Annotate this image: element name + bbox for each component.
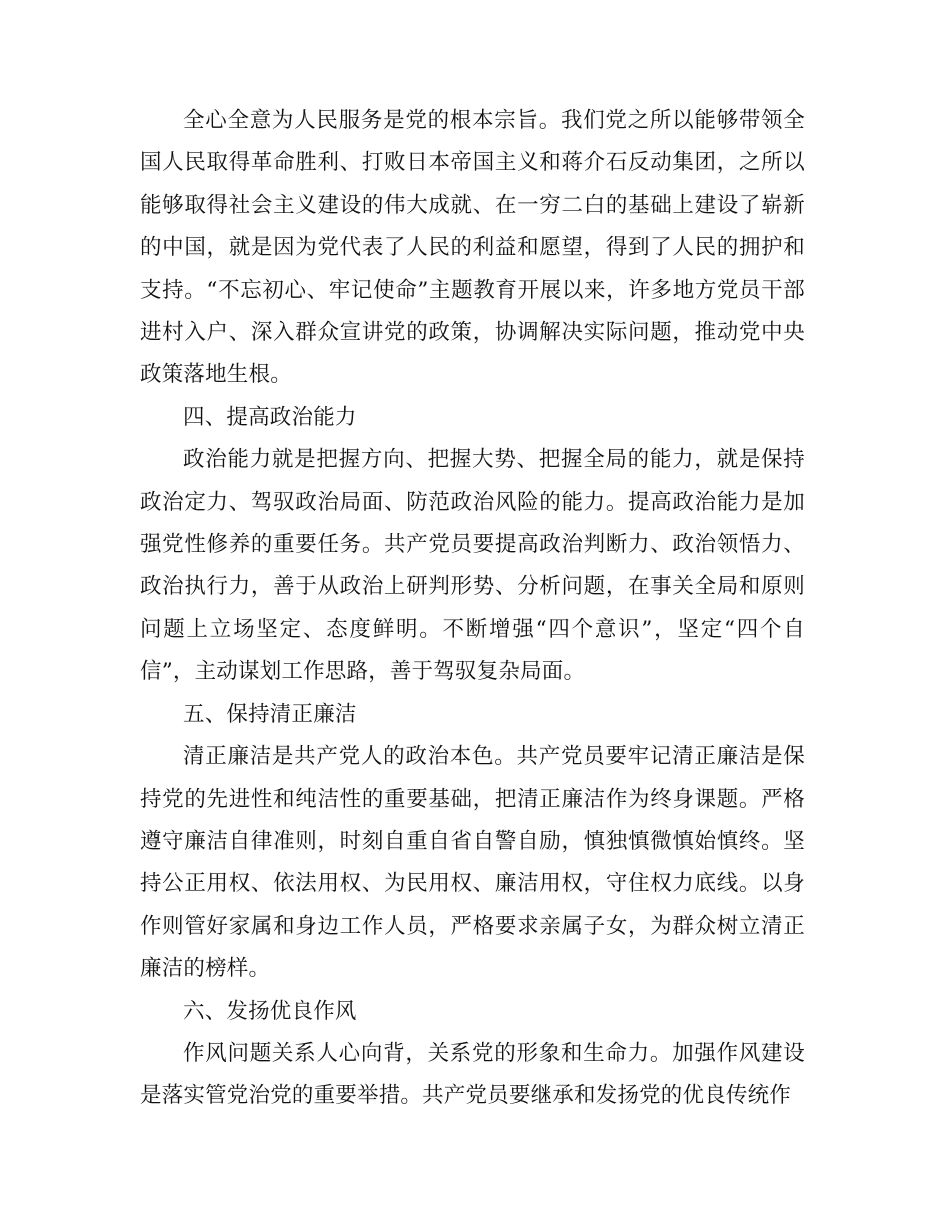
heading-work-style: 六、发扬优良作风 <box>183 998 357 1024</box>
heading-political-ability: 四、提高政治能力 <box>183 404 357 430</box>
paragraph-work-style: 作风问题关系人心向背，关系党的形象和生命力。加强作风建设是落实管党治党的重要举措。共产党员要继承和发扬党的优良传统作 <box>140 1040 805 1109</box>
paragraph-integrity: 清正廉洁是共产党人的政治本色。共产党员要牢记清正廉洁是保持党的先进性和纯洁性的重要基础，把清正廉洁作为终身课题。严格遵守廉洁自律准则，时刻自重自省自警自励，慎独慎微慎始慎终。坚持公正用权、依法用权、为民用权、廉洁用权，守住权力底线。以身作则管好家属和身边工作人员，严格要求亲属子女，为群众树立清正廉洁的榜样。 <box>140 744 805 982</box>
paragraph-political-ability: 政治能力就是把握方向、把握大势、把握全局的能力，就是保持政治定力、驾驭政治局面、防范政治风险的能力。提高政治能力是加强党性修养的重要任务。共产党员要提高政治判断力、政治领悟力、政治执行力，善于从政治上研判形势、分析问题，在事关全局和原则问题上立场坚定、态度鲜明。不断增强“四个意识”，坚定“四个自信”，主动谋划工作思路，善于驾驭复杂局面。 <box>140 447 805 685</box>
document-body <box>140 100 805 1118</box>
heading-integrity: 五、保持清正廉洁 <box>183 701 357 727</box>
paragraph-service-purpose: 全心全意为人民服务是党的根本宗旨。我们党之所以能够带领全国人民取得革命胜利、打败日本帝国主义和蒋介石反动集团，之所以能够取得社会主义建设的伟大成就、在一穷二白的基础上建设了崭新的中国，就是因为党代表了人民的利益和愿望，得到了人民的拥护和支持。“不忘初心、牢记使命”主题教育开展以来，许多地方党员干部进村入户、深入群众宣讲党的政策，协调解决实际问题，推动党中央政策落地生根。 <box>140 108 805 388</box>
